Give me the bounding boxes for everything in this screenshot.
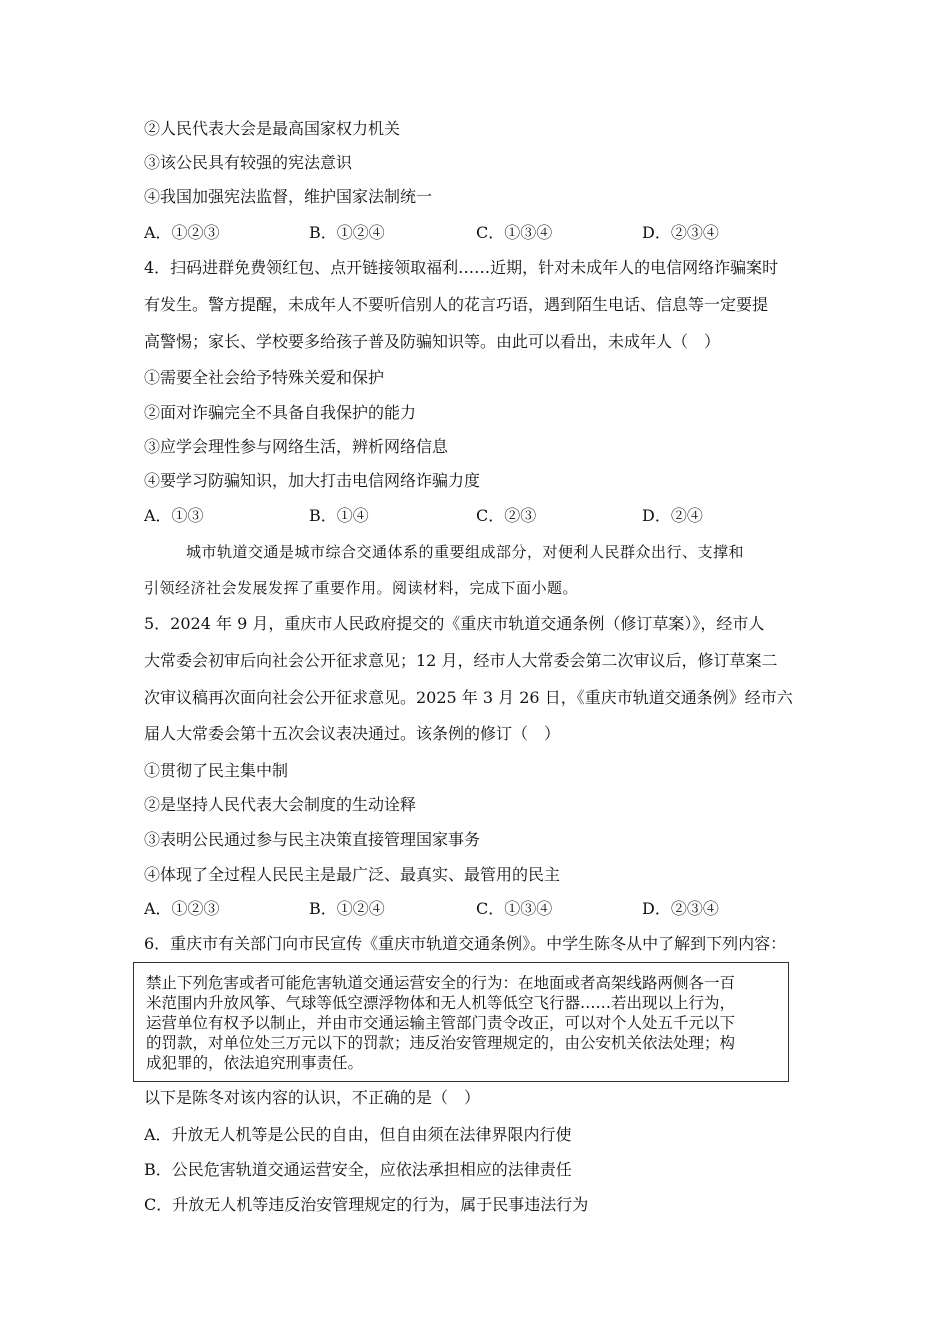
q5-option-a[interactable]: A．①②③ — [144, 899, 220, 918]
q5-item-4: ④体现了全过程人民民主是最广泛、最真实、最管用的民主 — [144, 865, 561, 884]
q6-choice-c[interactable]: C．升放无人机等违反治安管理规定的行为，属于民事违法行为 — [144, 1195, 589, 1214]
q3-option-c[interactable]: C．①③④ — [476, 223, 553, 242]
q5-option-b[interactable]: B．①②④ — [309, 899, 385, 918]
q6-box-line-4: 的罚款，对单位处三万元以下的罚款；违反治安管理规定的，由公安机关依法处理；构 — [146, 1034, 736, 1052]
q5-stem-line-3: 次审议稿再次面向社会公开征求意见。2025 年 3 月 26 日，《重庆市轨道交通条例》经市六 — [144, 688, 793, 707]
q3-option-a[interactable]: A．①②③ — [144, 223, 220, 242]
q6-choice-b[interactable]: B．公民危害轨道交通运营安全，应依法承担相应的法律责任 — [144, 1160, 572, 1179]
q3-item-3: ③该公民具有较强的宪法意识 — [144, 153, 353, 172]
q5-option-c[interactable]: C．①③④ — [476, 899, 553, 918]
q4-item-1: ①需要全社会给予特殊关爱和保护 — [144, 368, 385, 387]
q3-item-4: ④我国加强宪法监督，维护国家法制统一 — [144, 187, 433, 206]
q4-item-4: ④要学习防骗知识，加大打击电信网络诈骗力度 — [144, 471, 481, 490]
q4-option-b[interactable]: B．①④ — [309, 506, 369, 525]
q4-option-a[interactable]: A．①③ — [144, 506, 204, 525]
q4-option-d[interactable]: D．②④ — [642, 506, 703, 525]
q6-box-line-5: 成犯罪的，依法追究刑事责任。 — [146, 1054, 364, 1072]
q6-choice-a[interactable]: A．升放无人机等是公民的自由，但自由须在法律界限内行使 — [144, 1125, 572, 1144]
passage-line-2: 引领经济社会发展发挥了重要作用。阅读材料，完成下面小题。 — [144, 579, 579, 597]
q5-item-3: ③表明公民通过参与民主决策直接管理国家事务 — [144, 830, 481, 849]
q4-stem-line-3: 高警惕；家长、学校要多给孩子普及防骗知识等。由此可以看出，未成年人（ ） — [144, 332, 721, 351]
q3-item-2: ②人民代表大会是最高国家权力机关 — [144, 119, 401, 138]
q4-stem-line-2: 有发生。警方提醒，未成年人不要听信别人的花言巧语，遇到陌生电话、信息等一定要提 — [144, 295, 769, 314]
q6-material-box — [133, 962, 789, 1082]
q5-option-d[interactable]: D．②③④ — [642, 899, 719, 918]
passage-line-1: 城市轨道交通是城市综合交通体系的重要组成部分，对便利人民群众出行、支撑和 — [186, 543, 745, 561]
q6-box-line-2: 米范围内升放风筝、气球等低空漂浮物体和无人机等低空飞行器……若出现以上行为， — [146, 994, 736, 1012]
q3-option-d[interactable]: D．②③④ — [642, 223, 719, 242]
q5-stem-line-1: 5．2024 年 9 月，重庆市人民政府提交的《重庆市轨道交通条例（修订草案）》，经市人 — [144, 614, 765, 633]
q6-stem: 6．重庆市有关部门向市民宣传《重庆市轨道交通条例》。中学生陈冬从中了解到下列内容： — [144, 934, 787, 953]
q5-stem-line-4: 届人大常委会第十五次会议表决通过。该条例的修订（ ） — [144, 724, 561, 743]
q6-box-line-1: 禁止下列危害或者可能危害轨道交通运营安全的行为：在地面或者高架线路两侧各一百 — [146, 974, 736, 992]
q6-box-line-3: 运营单位有权予以制止，并由市交通运输主管部门责令改正，可以对个人处五千元以下 — [146, 1014, 736, 1032]
q4-item-2: ②面对诈骗完全不具备自我保护的能力 — [144, 403, 417, 422]
q5-item-2: ②是坚持人民代表大会制度的生动诠释 — [144, 795, 417, 814]
q4-stem-line-1: 4．扫码进群免费领红包、点开链接领取福利……近期，针对未成年人的电信网络诈骗案时 — [144, 258, 779, 277]
q5-item-1: ①贯彻了民主集中制 — [144, 761, 289, 780]
q5-stem-line-2: 大常委会初审后向社会公开征求意见；12 月，经市人大常委会第二次审议后，修订草案二 — [144, 651, 778, 670]
q3-option-b[interactable]: B．①②④ — [309, 223, 385, 242]
q6-question: 以下是陈冬对该内容的认识，不正确的是（ ） — [144, 1088, 481, 1107]
q4-option-c[interactable]: C．②③ — [476, 506, 537, 525]
q4-item-3: ③应学会理性参与网络生活，辨析网络信息 — [144, 437, 449, 456]
